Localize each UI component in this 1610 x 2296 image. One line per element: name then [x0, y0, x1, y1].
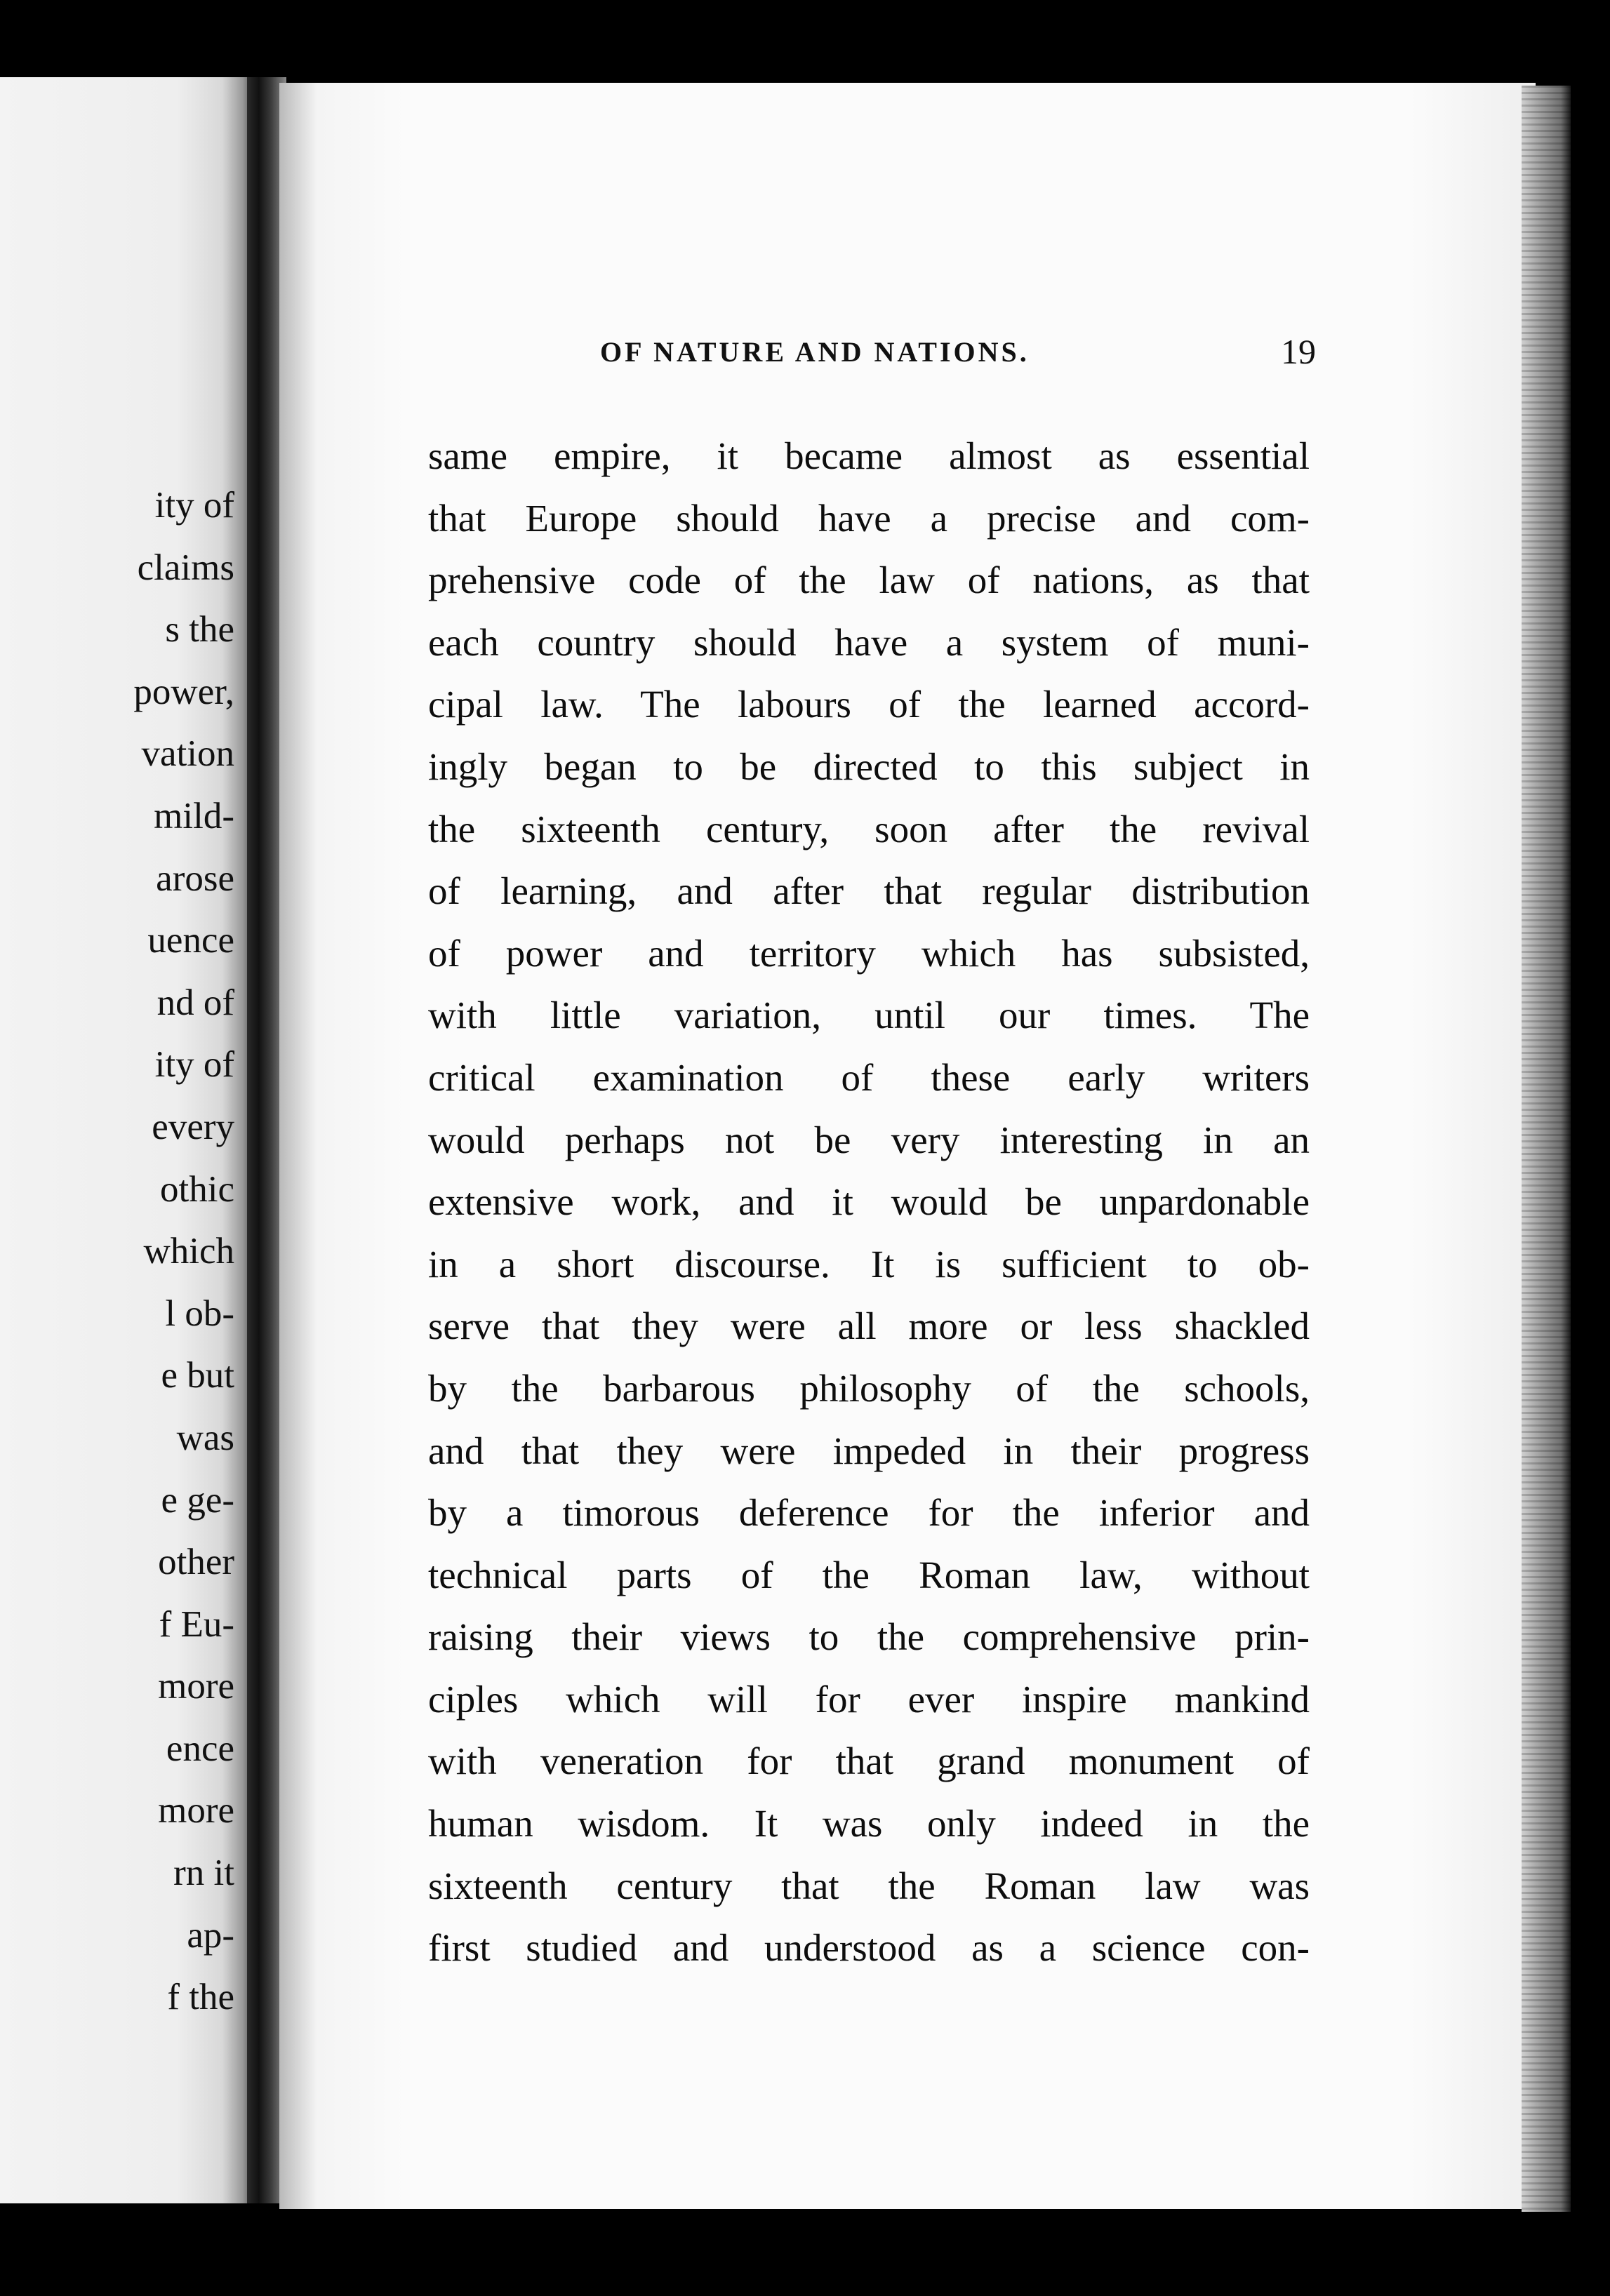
- facing-page-line: more: [158, 1666, 234, 1707]
- body-line: with veneration for that grand monument of: [428, 1740, 1310, 1783]
- facing-page-line: ap-: [187, 1914, 234, 1956]
- facing-page-line: e ge-: [161, 1479, 234, 1521]
- facing-page-line: ity of: [154, 1044, 234, 1086]
- facing-page-line: s the: [165, 609, 234, 650]
- body-line: serve that they were all more or less shackled: [428, 1304, 1310, 1348]
- body-line: prehensive code of the law of nations, as that: [428, 559, 1310, 602]
- body-line: first studied and understood as a science con-: [428, 1926, 1310, 1970]
- facing-page-line: ence: [166, 1728, 234, 1769]
- facing-page-line: mild-: [154, 795, 234, 836]
- body-line: would perhaps not be very interesting in an: [428, 1118, 1310, 1161]
- facing-page-line: uence: [147, 920, 234, 961]
- body-line: in a short discourse. It is sufficient to ob-: [428, 1242, 1310, 1286]
- facing-page-line: othic: [160, 1168, 234, 1210]
- body-line: of power and territory which has subsisted,: [428, 931, 1310, 975]
- body-line: same empire, it became almost as essential: [428, 434, 1310, 477]
- body-line: the sixteenth century, soon after the revival: [428, 807, 1310, 850]
- body-line: cipal law. The labours of the learned accord-: [428, 683, 1310, 726]
- facing-page-line: power,: [133, 671, 234, 712]
- facing-page-line: f the: [167, 1977, 234, 2018]
- page-header: [600, 332, 1316, 385]
- facing-page-line: f Eu-: [159, 1603, 234, 1645]
- facing-page-line: other: [158, 1542, 234, 1583]
- body-line: that Europe should have a precise and com-: [428, 496, 1310, 540]
- body-line: critical examination of these early writers: [428, 1055, 1310, 1099]
- facing-page-text: [24, 474, 234, 2029]
- facing-page-line: every: [152, 1106, 234, 1147]
- facing-page-line: nd of: [157, 982, 234, 1023]
- facing-page-line: arose: [156, 857, 234, 899]
- facing-page: [0, 77, 253, 2203]
- body-line: ciples which will for ever inspire mankind: [428, 1677, 1310, 1721]
- page-number: 19: [1281, 332, 1316, 371]
- body-line: of learning, and after that regular distribution: [428, 869, 1310, 913]
- facing-page-line: more: [158, 1790, 234, 1831]
- body-line: by the barbarous philosophy of the schools,: [428, 1366, 1310, 1410]
- page-edges: [1522, 86, 1571, 2212]
- body-line: raising their views to the comprehensive prin-: [428, 1615, 1310, 1659]
- body-line: human wisdom. It was only indeed in the: [428, 1802, 1310, 1846]
- body-text: [428, 425, 1310, 1980]
- facing-page-line: l ob-: [165, 1293, 234, 1334]
- running-head: OF NATURE AND NATIONS.: [600, 336, 1030, 368]
- body-line: sixteenth century that the Roman law was: [428, 1864, 1310, 1907]
- body-line: by a timorous deference for the inferior and: [428, 1491, 1310, 1535]
- facing-page-line: rn it: [173, 1853, 234, 1894]
- facing-page-line: was: [176, 1417, 234, 1458]
- facing-page-line: e but: [161, 1355, 234, 1396]
- facing-page-line: vation: [141, 733, 234, 775]
- body-line: technical parts of the Roman law, without: [428, 1553, 1310, 1596]
- body-line: each country should have a system of muni-: [428, 620, 1310, 664]
- body-line: extensive work, and it would be unpardonable: [428, 1180, 1310, 1224]
- facing-page-line: which: [143, 1231, 234, 1272]
- facing-page-line: claims: [137, 547, 234, 588]
- body-line: with little variation, until our times. The: [428, 994, 1310, 1037]
- body-line: ingly began to be directed to this subject in: [428, 745, 1310, 788]
- facing-page-line: ity of: [154, 485, 234, 526]
- body-line: and that they were impeded in their progress: [428, 1429, 1310, 1472]
